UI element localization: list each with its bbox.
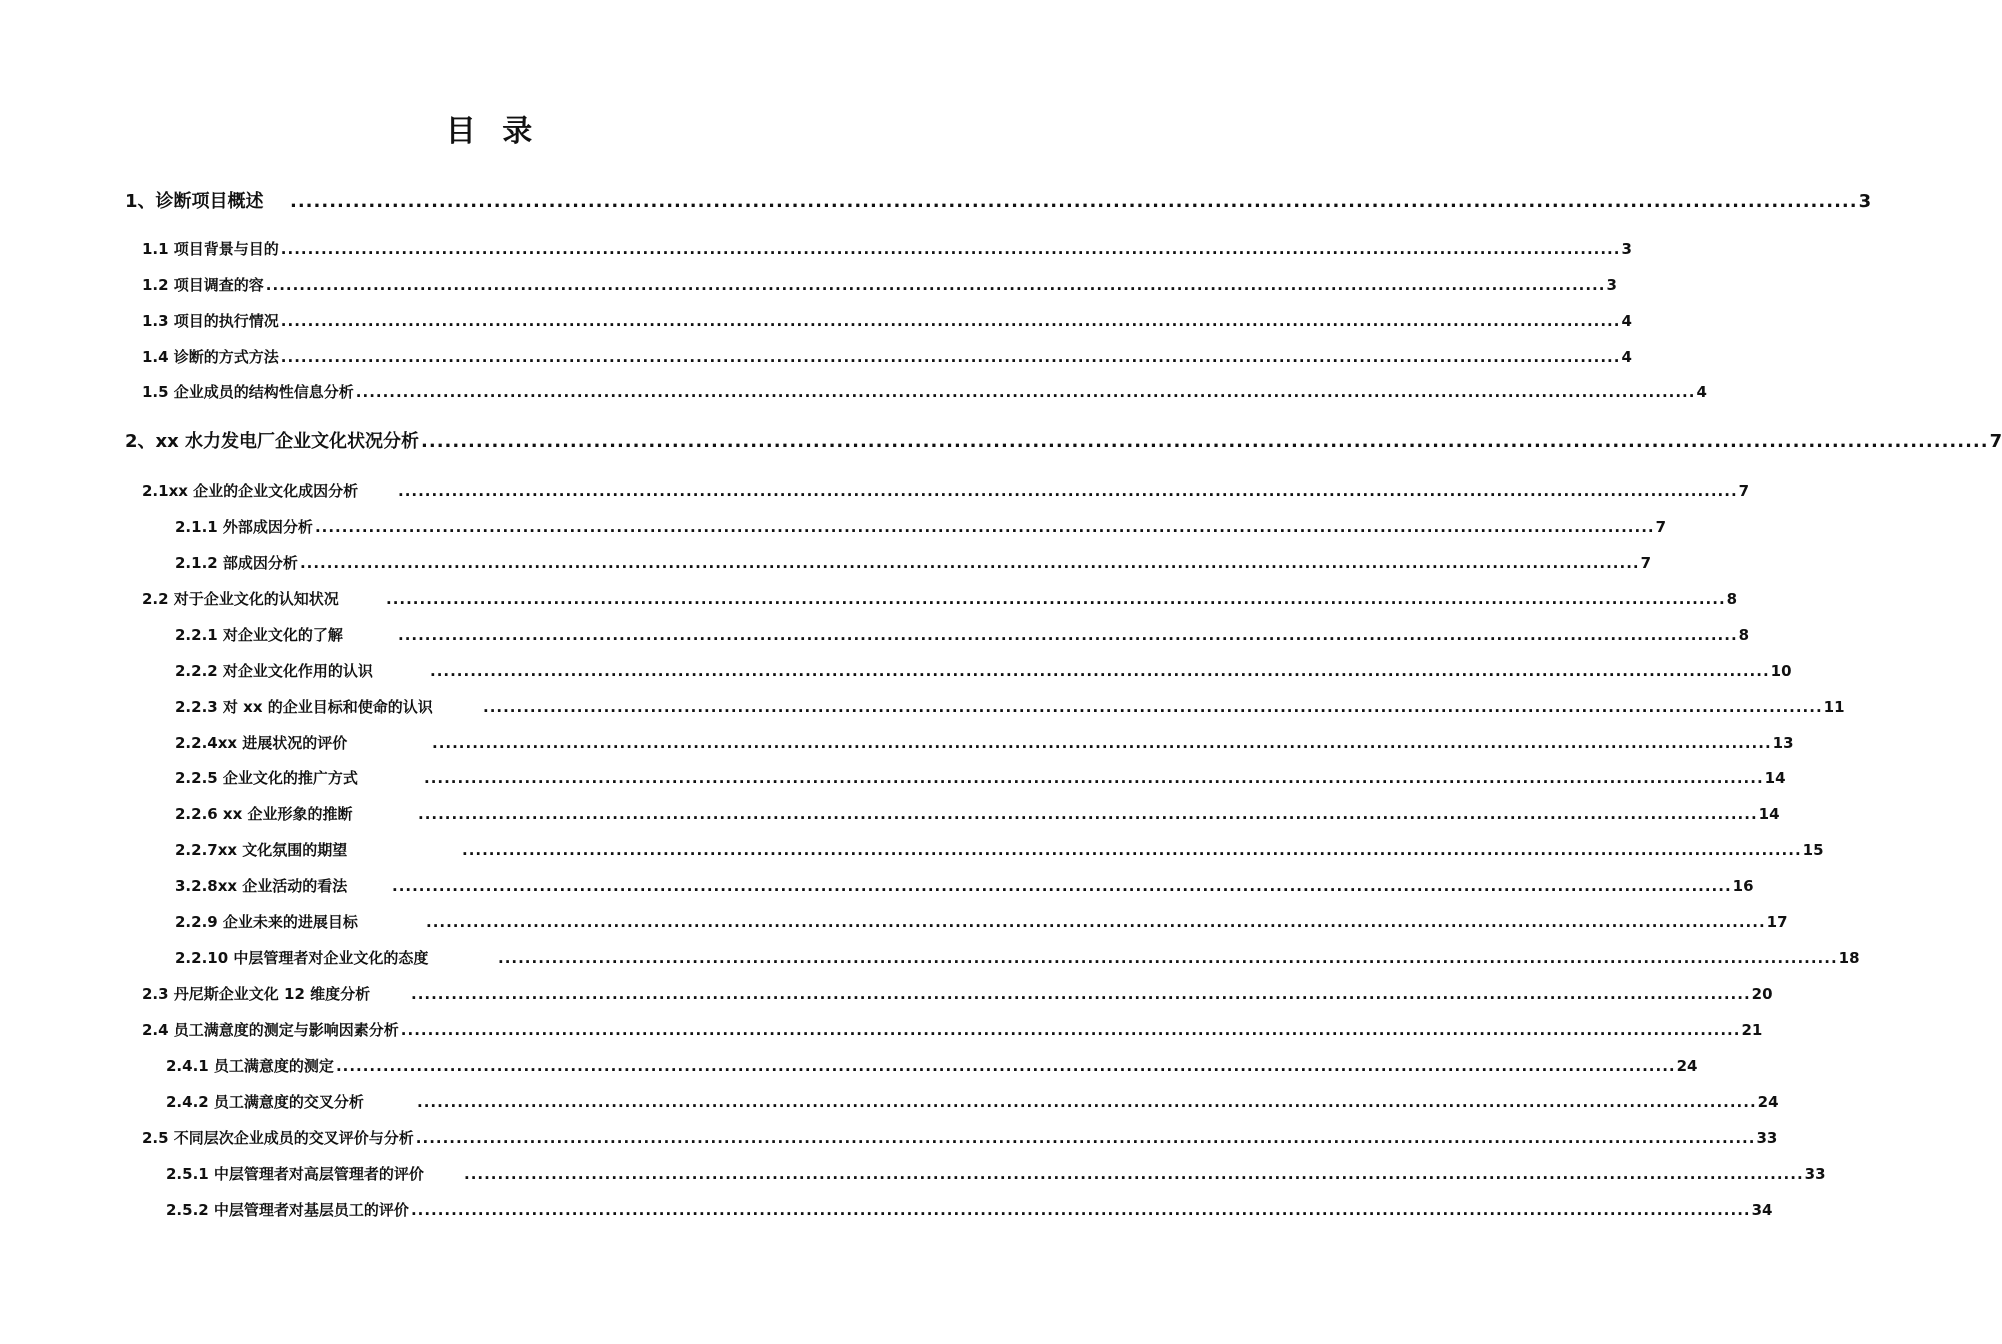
- toc-entry-page-number: 4: [1696, 383, 1707, 401]
- toc-entry-label: 1、诊断项目概述: [125, 191, 264, 212]
- toc-entry-label: 2.4 员工满意度的测定与影响因素分析: [142, 1021, 399, 1039]
- toc-entry-label: 2.2.1 对企业文化的了解: [175, 626, 343, 644]
- toc-entry[interactable]: [142, 382, 1707, 402]
- toc-dot-leader: ........................................................................................................................................................................................................: [280, 348, 1621, 366]
- toc-entry-page-number: 7: [1655, 518, 1667, 536]
- toc-dot-leader: ........................................................................................................................................................................................................: [335, 1057, 1676, 1075]
- toc-dot-leader: ........................................................................................................................................................................................................: [430, 662, 1770, 680]
- toc-entry-label: 2.2.10 中层管理者对企业文化的态度: [175, 949, 429, 967]
- toc-entry-label: 2.2.6 xx 企业形象的推断: [175, 805, 353, 823]
- toc-entry-label: 2.2.3 对 xx 的企业目标和使命的认识: [175, 698, 433, 716]
- toc-entry-page-number: 8: [1738, 626, 1750, 644]
- toc-entry[interactable]: [175, 804, 1780, 824]
- toc-dot-leader: ........................................................................................................................................................................................................: [483, 698, 1823, 716]
- toc-entry[interactable]: [175, 948, 1860, 968]
- toc-entry-page-number: 7: [1738, 482, 1750, 500]
- toc-dot-leader: ........................................................................................................................................................................................................: [392, 877, 1732, 895]
- toc-entry[interactable]: [142, 1128, 1778, 1148]
- toc-dot-leader: ........................................................................................................................................................................................................: [280, 240, 1621, 258]
- toc-entry-page-number: 17: [1766, 913, 1788, 931]
- toc-entry[interactable]: [175, 912, 1788, 932]
- toc-entry-page-number: 4: [1621, 312, 1632, 330]
- toc-entry-label: 2.1.1 外部成因分析: [175, 518, 313, 536]
- toc-entry-label: 2.2.5 企业文化的推广方式: [175, 769, 358, 787]
- toc-dot-leader: ........................................................................................................................................................................................................: [398, 626, 1738, 644]
- toc-entry-label: 2.5.2 中层管理者对基层员工的评价: [166, 1201, 409, 1219]
- toc-entry-page-number: 20: [1751, 985, 1773, 1003]
- toc-entry-page-number: 24: [1676, 1057, 1698, 1075]
- toc-entry-label: 2.1.2 部成因分析: [175, 554, 298, 572]
- toc-entry-page-number: 10: [1770, 662, 1792, 680]
- toc-dot-leader: ........................................................................................................................................................................................................: [398, 482, 1738, 500]
- toc-entry[interactable]: [142, 311, 1632, 331]
- page-title: 目 录: [445, 114, 541, 149]
- toc-entry[interactable]: [175, 876, 1754, 896]
- toc-entry-label: 1.5 企业成员的结构性信息分析: [142, 383, 354, 401]
- toc-entry-page-number: 14: [1758, 805, 1780, 823]
- toc-entry-label: 2.2.4xx 进展状况的评价: [175, 734, 348, 752]
- toc-entry-label: 2.4.2 员工满意度的交叉分析: [166, 1093, 364, 1111]
- toc-entry[interactable]: [142, 481, 1750, 501]
- toc-entry-page-number: 16: [1732, 877, 1754, 895]
- toc-dot-leader: ........................................................................................................................................................................................................: [386, 590, 1726, 608]
- toc-entry[interactable]: [166, 1164, 1826, 1184]
- toc-entry-label: 2.3 丹尼斯企业文化 12 维度分析: [142, 985, 371, 1003]
- toc-entry[interactable]: [125, 430, 2002, 454]
- toc-entry-label: 2.2.9 企业未来的进展目标: [175, 913, 358, 931]
- toc-dot-leader: ........................................................................................................................................................................................................: [426, 913, 1766, 931]
- toc-dot-leader: ........................................................................................................................................................................................................: [355, 383, 1696, 401]
- toc-dot-leader: ........................................................................................................................................................................................................: [410, 1201, 1751, 1219]
- toc-entry[interactable]: [142, 984, 1773, 1004]
- toc-entry-label: 2.4.1 员工满意度的测定: [166, 1057, 334, 1075]
- toc-entry-page-number: 21: [1741, 1021, 1763, 1039]
- toc-dot-leader: ........................................................................................................................................................................................................: [299, 554, 1640, 572]
- toc-dot-leader: ........................................................................................................................................................................................................: [421, 431, 1989, 452]
- toc-dot-leader: ........................................................................................................................................................................................................: [418, 805, 1758, 823]
- toc-entry-label: 2、xx 水力发电厂企业文化状况分析: [125, 431, 420, 452]
- toc-entry-page-number: 7: [1640, 554, 1652, 572]
- toc-entry[interactable]: [142, 275, 1617, 295]
- toc-entry-label: 1.1 项目背景与目的: [142, 240, 279, 258]
- toc-entry[interactable]: [166, 1092, 1779, 1112]
- toc-entry-label: 1.4 诊断的方式方法: [142, 348, 279, 366]
- toc-entry-page-number: 33: [1804, 1165, 1826, 1183]
- toc-entry-page-number: 34: [1751, 1201, 1773, 1219]
- toc-dot-leader: ........................................................................................................................................................................................................: [400, 1021, 1741, 1039]
- toc-entry[interactable]: [142, 589, 1738, 609]
- toc-entry[interactable]: [175, 517, 1667, 537]
- toc-entry-page-number: 8: [1726, 590, 1738, 608]
- toc-dot-leader: ........................................................................................................................................................................................................: [314, 518, 1655, 536]
- toc-entry[interactable]: [175, 661, 1792, 681]
- toc-entry[interactable]: [142, 1020, 1763, 1040]
- toc-entry-label: 2.2.2 对企业文化作用的认识: [175, 662, 373, 680]
- toc-entry-label: 2.1xx 企业的企业文化成因分析: [142, 482, 359, 500]
- toc-entry-page-number: 7: [1989, 431, 2002, 452]
- toc-entry-page-number: 3: [1858, 191, 1872, 212]
- toc-entry[interactable]: [175, 840, 1824, 860]
- toc-entry[interactable]: [142, 239, 1632, 259]
- toc-entry-label: 1.2 项目调查的容: [142, 276, 264, 294]
- toc-dot-leader: ........................................................................................................................................................................................................: [464, 1165, 1804, 1183]
- toc-entry[interactable]: [125, 190, 1872, 214]
- toc-dot-leader: ........................................................................................................................................................................................................: [432, 734, 1772, 752]
- toc-dot-leader: ........................................................................................................................................................................................................: [265, 276, 1606, 294]
- toc-dot-leader: ........................................................................................................................................................................................................: [417, 1093, 1757, 1111]
- toc-entry-page-number: 11: [1823, 698, 1845, 716]
- toc-dot-leader: ........................................................................................................................................................................................................: [498, 949, 1838, 967]
- toc-entry[interactable]: [175, 625, 1750, 645]
- toc-entry[interactable]: [175, 768, 1786, 788]
- toc-entry-label: 3.2.8xx 企业活动的看法: [175, 877, 348, 895]
- toc-entry-page-number: 3: [1621, 240, 1632, 258]
- toc-entry-page-number: 24: [1757, 1093, 1779, 1111]
- toc-entry-page-number: 33: [1756, 1129, 1778, 1147]
- toc-entry-page-number: 14: [1764, 769, 1786, 787]
- toc-entry-page-number: 13: [1772, 734, 1794, 752]
- toc-dot-leader: ........................................................................................................................................................................................................: [280, 312, 1621, 330]
- toc-entry-label: 2.2 对于企业文化的认知状况: [142, 590, 339, 608]
- toc-entry-page-number: 3: [1606, 276, 1617, 294]
- toc-dot-leader: ........................................................................................................................................................................................................: [462, 841, 1802, 859]
- toc-entry[interactable]: [166, 1056, 1698, 1076]
- toc-entry[interactable]: [142, 347, 1632, 367]
- toc-entry-label: 2.2.7xx 文化氛围的期望: [175, 841, 348, 859]
- toc-entry[interactable]: [166, 1200, 1773, 1220]
- toc-dot-leader: ........................................................................................................................................................................................................: [424, 769, 1764, 787]
- toc-entry-page-number: 4: [1621, 348, 1632, 366]
- toc-entry-label: 2.5 不同层次企业成员的交叉评价与分析: [142, 1129, 414, 1147]
- toc-dot-leader: ........................................................................................................................................................................................................: [415, 1129, 1756, 1147]
- toc-entry[interactable]: [175, 553, 1652, 573]
- toc-entry-label: 1.3 项目的执行情况: [142, 312, 279, 330]
- toc-entry[interactable]: [175, 733, 1794, 753]
- toc-entry-page-number: 18: [1838, 949, 1860, 967]
- toc-dot-leader: ........................................................................................................................................................................................................: [290, 191, 1858, 212]
- toc-entry-label: 2.5.1 中层管理者对高层管理者的评价: [166, 1165, 424, 1183]
- toc-entry-page-number: 15: [1802, 841, 1824, 859]
- toc-entry[interactable]: [175, 697, 1845, 717]
- toc-dot-leader: ........................................................................................................................................................................................................: [411, 985, 1751, 1003]
